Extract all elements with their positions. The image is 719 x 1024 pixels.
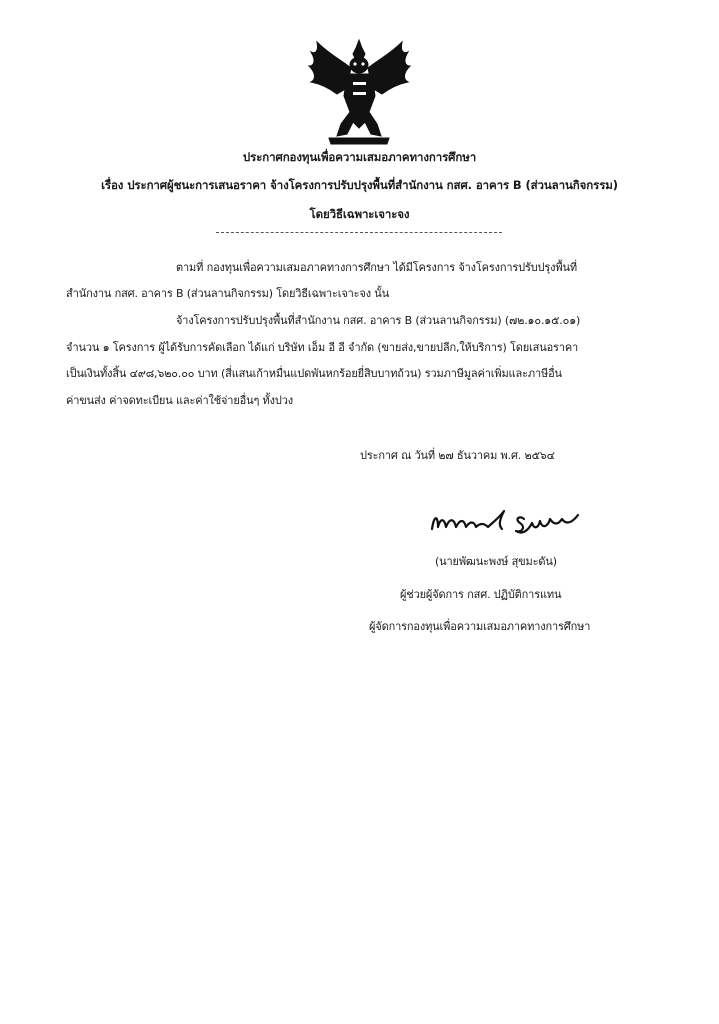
signatory-position: ผู้ช่วยผู้จัดการ กสศ. ปฏิบัติการแทน <box>400 588 562 601</box>
procurement-method: โดยวิธีเฉพาะเจาะจง <box>309 207 410 221</box>
body-paragraph-1-line-1: ตามที่ กองทุนเพื่อความเสมอภาคทางการศึกษา ได้มีโครงการ จ้างโครงการปรับปรุงพื้นที่ <box>176 261 577 274</box>
body-paragraph-2-line-3: เป็นเงินทั้งสิ้น ๔๙๘,๖๒๐.๐๐ บาท (สี่แสนเก้าหมื่นแปดพันหกร้อยยี่สิบบาทถ้วน) รวมภาษีมูลค่าเพิ่มและภาษีอื่น <box>66 367 562 380</box>
signatory-name: (นายพัฒนะพงษ์ สุขมะดัน) <box>435 555 557 568</box>
signatory-organization-position: ผู้จัดการกองทุนเพื่อความเสมอภาคทางการศึกษา <box>369 620 591 633</box>
body-paragraph-2-line-4: ค่าขนส่ง ค่าจดทะเบียน และค่าใช้จ่ายอื่นๆ ทั้งปวง <box>66 394 293 407</box>
body-paragraph-1-line-2: สำนักงาน กสศ. อาคาร B (ส่วนลานกิจกรรม) โดยวิธีเฉพาะเจาะจง นั้น <box>66 287 390 300</box>
body-paragraph-2-line-1: จ้างโครงการปรับปรุงพื้นที่สำนักงาน กสศ. อาคาร B (ส่วนลานกิจกรรม) (๗๒.๑๐.๑๕.๐๑) <box>176 314 581 327</box>
divider <box>216 232 502 233</box>
handwritten-signature <box>428 505 588 539</box>
garuda-emblem-icon <box>307 38 412 146</box>
body-paragraph-2-line-2: จำนวน ๑ โครงการ ผู้ได้รับการคัดเลือก ได้แก่ บริษัท เอ็ม อี อี จำกัด (ขายส่ง,ขายปลีก,ให้บริการ) โดยเสนอราคา <box>66 341 579 354</box>
announcement-subject: เรื่อง ประกาศผู้ชนะการเสนอราคา จ้างโครงการปรับปรุงพื้นที่สำนักงาน กสศ. อาคาร B (ส่วนลานกิจกรรม) <box>101 178 618 192</box>
announcement-heading: ประกาศกองทุนเพื่อความเสมอภาคทางการศึกษา <box>242 150 477 164</box>
announcement-date: ประกาศ ณ วันที่ ๒๗ ธันวาคม พ.ศ. ๒๕๖๔ <box>360 449 555 462</box>
